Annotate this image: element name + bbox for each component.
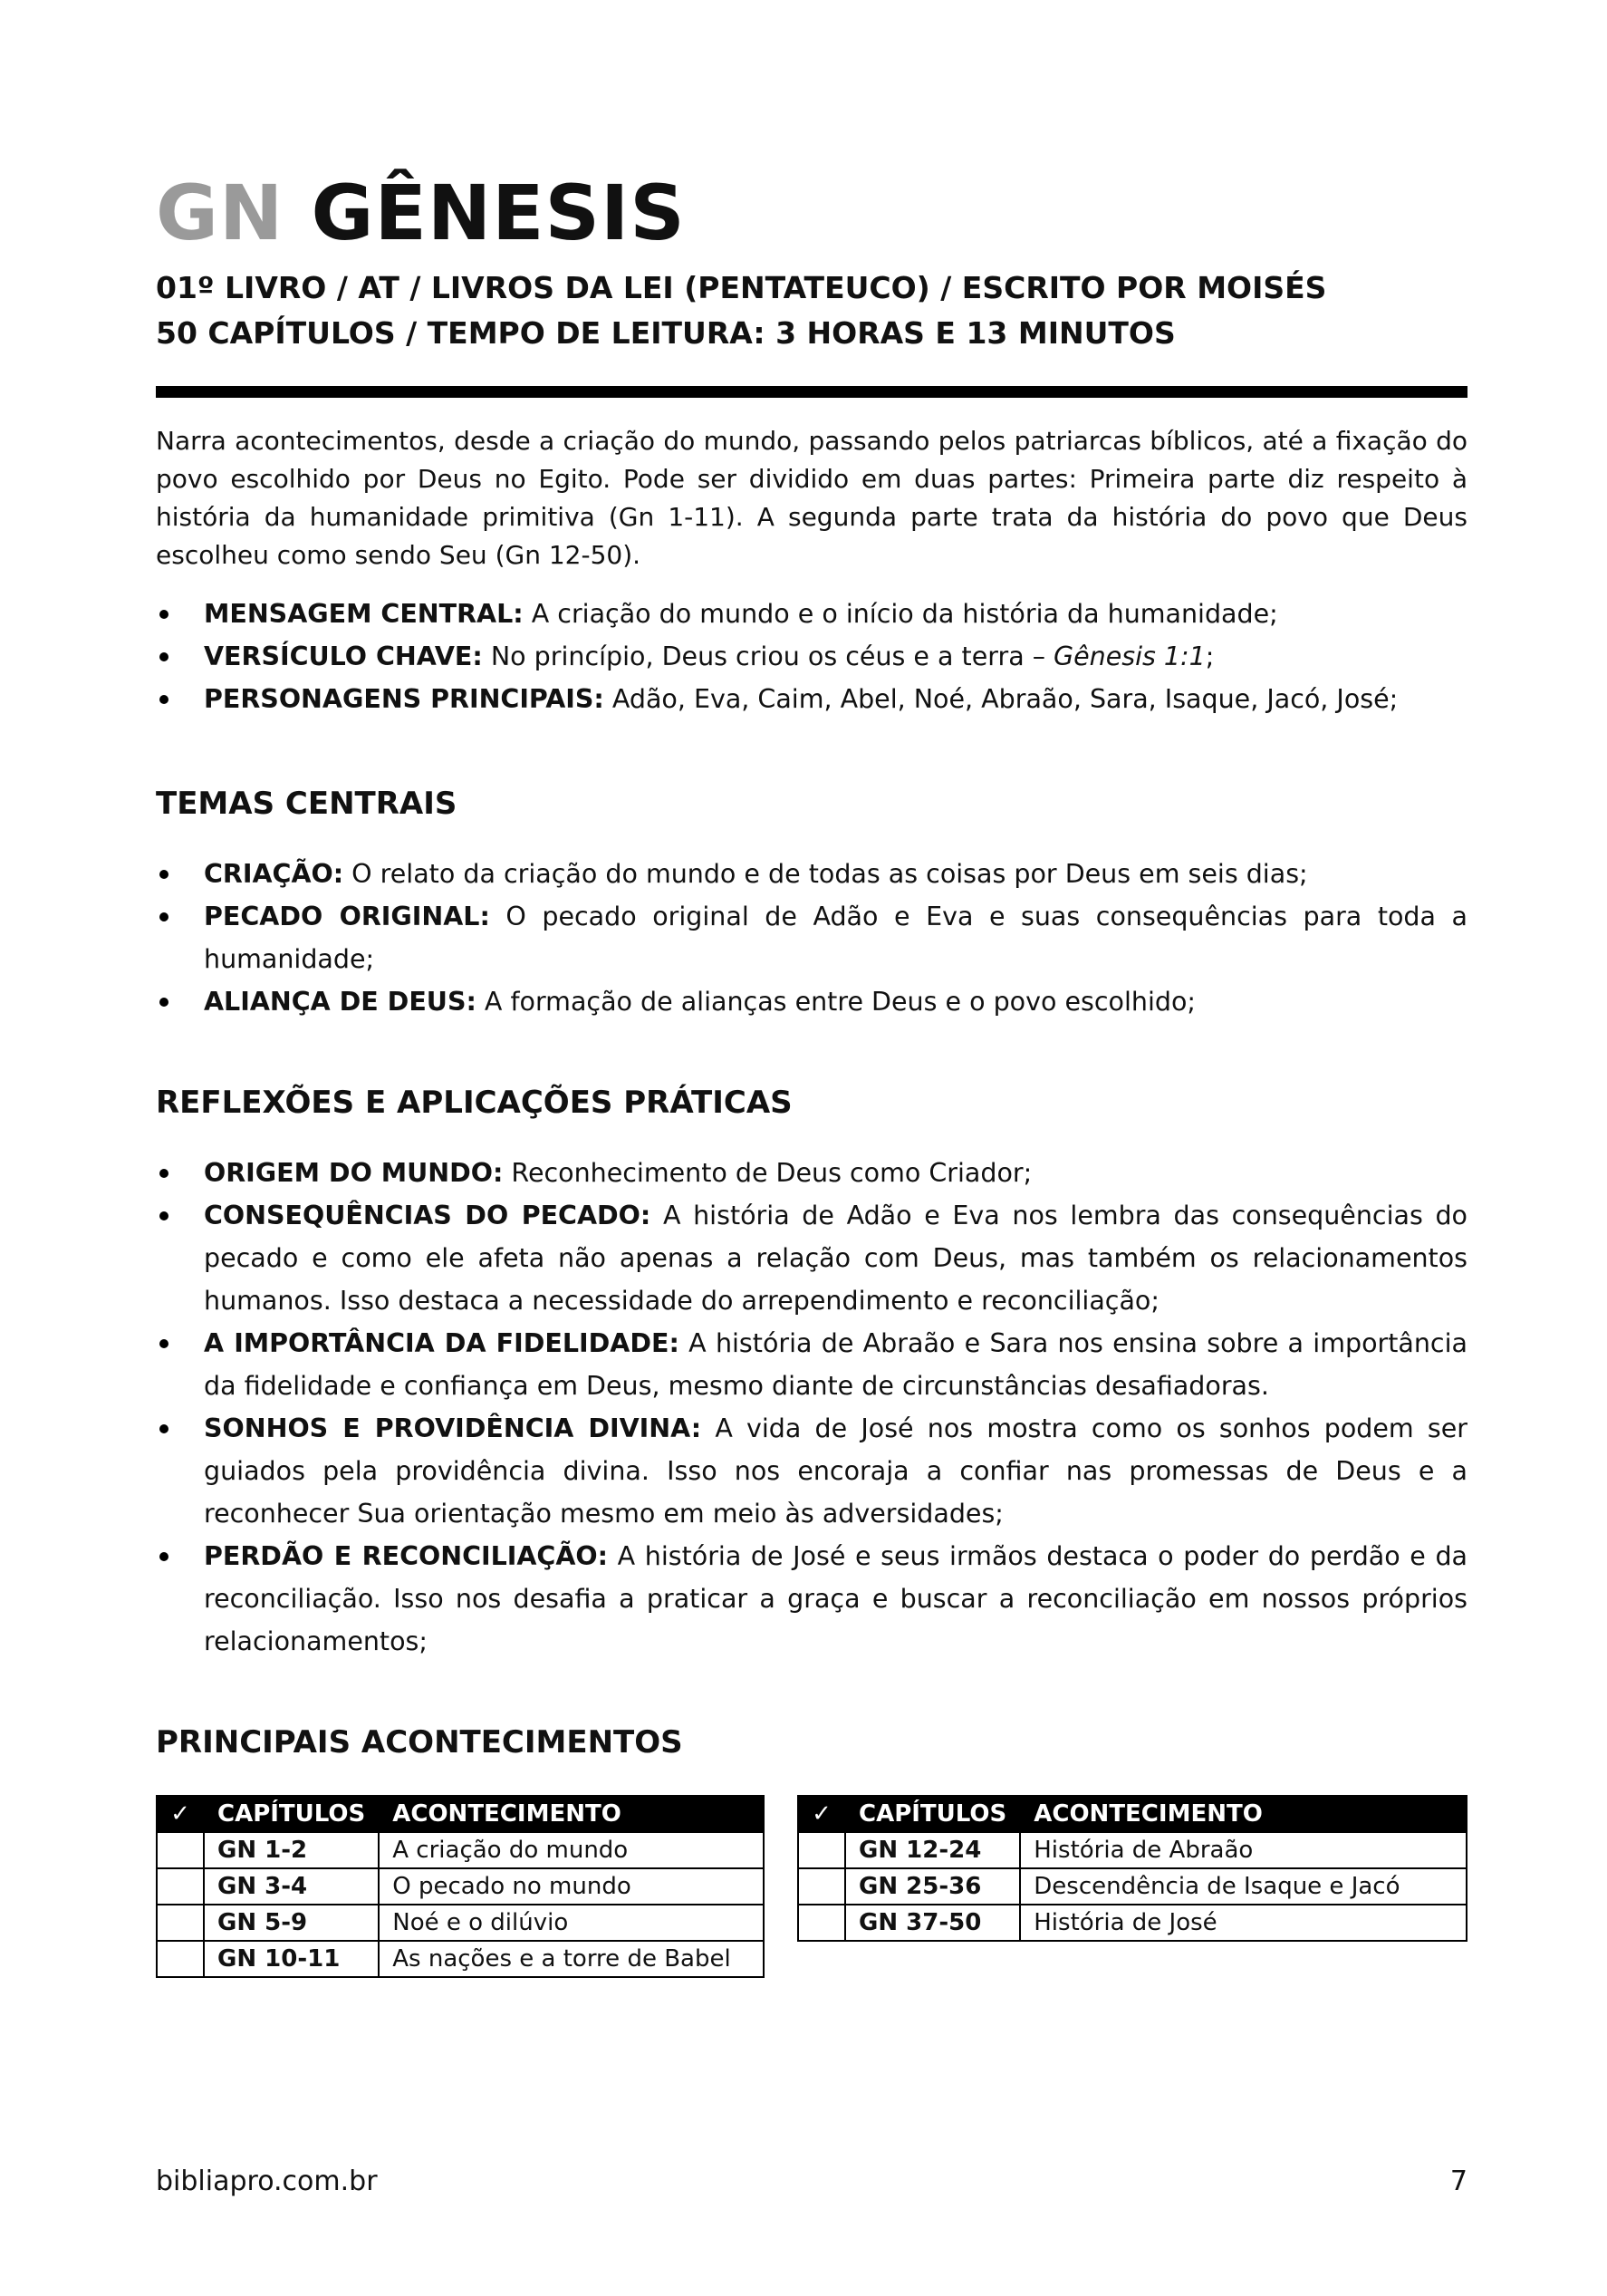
bullet-icon xyxy=(159,1339,168,1348)
check-cell[interactable] xyxy=(157,1941,204,1977)
bullet-icon xyxy=(159,1552,168,1561)
item-text: Adão, Eva, Caim, Abel, Noé, Abraão, Sara, Isaque, Jacó, José; xyxy=(603,684,1399,714)
event-cell: História de José xyxy=(1020,1905,1467,1941)
item-text: A formação de alianças entre Deus e o povo escolhido; xyxy=(476,987,1196,1017)
item-label: CONSEQUÊNCIAS DO PECADO: xyxy=(204,1201,651,1230)
chapters-cell: GN 37-50 xyxy=(845,1905,1020,1941)
item-label: CRIAÇÃO: xyxy=(204,859,344,889)
item-text: O relato da criação do mundo e de todas as coisas por Deus em seis dias; xyxy=(343,859,1308,889)
list-item xyxy=(156,1322,1467,1407)
column-header-acontecimento: ACONTECIMENTO xyxy=(379,1796,764,1832)
list-item xyxy=(156,635,1467,678)
list-item xyxy=(156,1407,1467,1535)
temas-list xyxy=(156,853,1467,1023)
table-row xyxy=(157,1832,764,1868)
book-info-line-1: 01º LIVRO / AT / LIVROS DA LEI (PENTATEUCO) / ESCRITO POR MOISÉS xyxy=(156,270,1327,305)
section-heading-acontecimentos: PRINCIPAIS ACONTECIMENTOS xyxy=(156,1724,683,1761)
table-row xyxy=(157,1941,764,1977)
chapters-cell: GN 5-9 xyxy=(204,1905,379,1941)
item-text: Reconhecimento de Deus como Criador; xyxy=(503,1158,1033,1188)
item-text-end: ; xyxy=(1205,642,1215,671)
event-cell: Descendência de Isaque e Jacó xyxy=(1020,1868,1467,1905)
item-label: ORIGEM DO MUNDO: xyxy=(204,1158,504,1188)
book-title xyxy=(156,163,686,263)
table-row xyxy=(798,1832,1467,1868)
item-text: No princípio, Deus criou os céus e a terra – xyxy=(482,642,1054,671)
item-text: A história de Adão e Eva nos lembra das consequências do pecado e como ele afeta não apenas a relação com Deus, mas também os relacionamentos humanos. Isso destaca a necessidade do arrependimento e reconciliação; xyxy=(204,1201,1467,1316)
item-label: SONHOS E PROVIDÊNCIA DIVINA: xyxy=(204,1413,702,1443)
events-table-left xyxy=(156,1795,765,1978)
check-cell[interactable] xyxy=(157,1868,204,1905)
chapters-cell: GN 1-2 xyxy=(204,1832,379,1868)
bullet-icon xyxy=(159,1169,168,1178)
item-label: MENSAGEM CENTRAL: xyxy=(204,599,524,629)
list-item xyxy=(156,1152,1467,1194)
footer-website-link[interactable]: bibliapro.com.br xyxy=(156,2166,378,2197)
check-cell[interactable] xyxy=(157,1832,204,1868)
verse-reference: Gênesis 1:1 xyxy=(1054,642,1206,671)
book-abbreviation: GN xyxy=(156,169,284,257)
table-row xyxy=(798,1905,1467,1941)
event-cell: Noé e o dilúvio xyxy=(379,1905,764,1941)
item-text: A criação do mundo e o início da história da humanidade; xyxy=(523,599,1278,629)
list-item xyxy=(156,853,1467,895)
events-table-right xyxy=(797,1795,1467,1942)
event-cell: O pecado no mundo xyxy=(379,1868,764,1905)
column-header-capitulos: CAPÍTULOS xyxy=(845,1796,1020,1832)
intro-paragraph: Narra acontecimentos, desde a criação do mundo, passando pelos patriarcas bíblicos, até a fixação do povo escolhido por Deus no Egito. Pode ser dividido em duas partes: Primeira parte diz respeito à história da humanidade primitiva (Gn 1-11). A segunda parte trata da história do povo que Deus escolheu como sendo Seu (Gn 12-50). xyxy=(156,426,1467,570)
list-item xyxy=(156,980,1467,1023)
table-row xyxy=(157,1905,764,1941)
item-text: O pecado original de Adão e Eva e suas consequências para toda a humanidade; xyxy=(204,902,1467,974)
chapters-cell: GN 3-4 xyxy=(204,1868,379,1905)
column-header-capitulos: CAPÍTULOS xyxy=(204,1796,379,1832)
check-cell[interactable] xyxy=(798,1905,845,1941)
item-label: ALIANÇA DE DEUS: xyxy=(204,987,476,1017)
item-label: PERSONAGENS PRINCIPAIS: xyxy=(204,684,604,714)
bullet-icon xyxy=(159,610,168,619)
item-text: A vida de José nos mostra como os sonhos podem ser guiados pela providência divina. Isso nos encoraja a confiar nas promessas de Deus e a reconhecer Sua orientação mesmo em meio às adversidades; xyxy=(204,1413,1467,1529)
item-label: PECADO ORIGINAL: xyxy=(204,902,490,931)
item-text: A história de Abraão e Sara nos ensina sobre a importância da fidelidade e confiança em Deus, mesmo diante de circunstâncias desafiadoras. xyxy=(204,1328,1467,1401)
bullet-icon xyxy=(159,912,168,921)
event-cell: As nações e a torre de Babel xyxy=(379,1941,764,1977)
section-heading-temas: TEMAS CENTRAIS xyxy=(156,786,457,822)
header-divider xyxy=(156,386,1467,398)
list-item xyxy=(156,1535,1467,1663)
page xyxy=(156,0,1467,2296)
list-item xyxy=(156,895,1467,980)
bullet-icon xyxy=(159,652,168,661)
bullet-icon xyxy=(159,998,168,1007)
bullet-icon xyxy=(159,1424,168,1433)
check-icon: ✓ xyxy=(798,1796,845,1832)
item-label: VERSÍCULO CHAVE: xyxy=(204,642,483,671)
table-row xyxy=(157,1868,764,1905)
item-text: A história de José e seus irmãos destaca o poder do perdão e da reconciliação. Isso nos desafia a praticar a graça e buscar a reconciliação em nossos próprios relacionamentos; xyxy=(204,1541,1468,1656)
bullet-icon xyxy=(159,870,168,879)
book-info-line-2: 50 CAPÍTULOS / TEMPO DE LEITURA: 3 HORAS E 13 MINUTOS xyxy=(156,315,1176,351)
bullet-icon xyxy=(159,1211,168,1220)
event-cell: A criação do mundo xyxy=(379,1832,764,1868)
item-label: A IMPORTÂNCIA DA FIDELIDADE: xyxy=(204,1328,679,1358)
section-heading-reflexoes: REFLEXÕES E APLICAÇÕES PRÁTICAS xyxy=(156,1085,793,1121)
list-item xyxy=(156,593,1467,635)
table-header-row xyxy=(157,1796,764,1832)
list-item xyxy=(156,1194,1467,1322)
summary-list xyxy=(156,593,1467,720)
item-label: PERDÃO E RECONCILIAÇÃO: xyxy=(204,1541,609,1571)
table-header-row xyxy=(798,1796,1467,1832)
chapters-cell: GN 25-36 xyxy=(845,1868,1020,1905)
check-icon: ✓ xyxy=(157,1796,204,1832)
chapters-cell: GN 10-11 xyxy=(204,1941,379,1977)
check-cell[interactable] xyxy=(798,1832,845,1868)
chapters-cell: GN 12-24 xyxy=(845,1832,1020,1868)
page-number: 7 xyxy=(1449,2166,1467,2197)
check-cell[interactable] xyxy=(798,1868,845,1905)
column-header-acontecimento: ACONTECIMENTO xyxy=(1020,1796,1467,1832)
book-name: GÊNESIS xyxy=(311,169,686,257)
event-cell: História de Abraão xyxy=(1020,1832,1467,1868)
list-item xyxy=(156,678,1467,720)
reflexoes-list xyxy=(156,1152,1467,1663)
check-cell[interactable] xyxy=(157,1905,204,1941)
bullet-icon xyxy=(159,695,168,704)
table-row xyxy=(798,1868,1467,1905)
